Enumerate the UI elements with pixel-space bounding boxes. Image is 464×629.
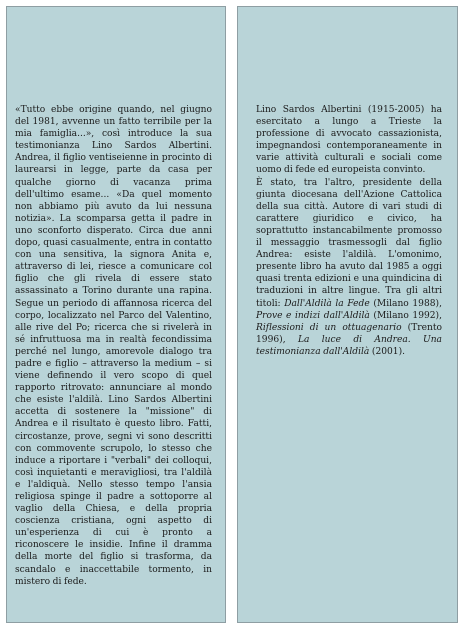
author-bio-paragraph-1: Lino Sardos Albertini (1915-2005) ha esercitato a lungo a Trieste la professione di avvocato cassazionista, impegnandosi contemporaneamente in varie attività culturali e sociali come uomo di fede ed europeista convinto. xyxy=(256,105,442,176)
synopsis-paragraph: «Tutto ebbe origine quando, nel giugno del 1981, avvenne un fatto terribile per la mia famiglia...», così introduce la sua testimonianza Lino Sardos Albertini. Andrea, il figlio ventiseienne in procinto di laurearsi in legge, parte da casa per qualche giorno di vacanza prima dell'ultimo esame... «Da quel momento non abbiamo più avuto da lui nessuna notizia». La scomparsa getta il padre in uno sconforto disperato. Circa due anni dopo, quasi casualmente, entra in contatto con una sensitiva, la signora Anita e, attraverso di lei, riesce a comunicare col figlio che gli rivela di essere stato assassinato a Torino durante una rapina. Segue un periodo di affannosa ricerca del corpo, localizzato nel Parco del Valentino, alle rive del Po; ricerca che si rivelerà in sé infruttuosa ma in realtà fecondissima perché nel lungo, amorevole dialogo tra padre e figlio – attraverso la medium – si viene definendo il vero scopo di quel rapporto ritrovato: annunciare al mondo che esiste l'aldilà. Lino Sardos Albertini accetta di sostenere la "missione" di Andrea e il risultato è questo libro. Fatti, circostanze, prove, segni vi sono descritti con commovente scrupolo, lo stesso che induce a riportare i "verbali" dei colloqui, così inquietanti e meravigliosi, tra l'aldilà e l'aldiquà. Nello stesso tempo l'ansia religiosa spinge il padre a sottoporre al vaglio della Chiesa, e della propria coscienza cristiana, ogni aspetto di un'esperienza di cui è pronto a riconoscere le insidie. Infine il dramma della morte del figlio si trasforma, da scandalo e inaccettabile tormento, in mistero di fede. xyxy=(15,105,212,587)
work-title: Prove e indizi dall'Aldilà xyxy=(256,310,370,321)
work-title: La luce di Andrea. Una testimonianza dall'Aldilà xyxy=(256,334,442,357)
author-bio-intro: È stato, tra l'altro, presidente della giunta diocesana dell'Azione Cattolica della sua città. Autore di vari studi di carattere giuridico e civico, ha soprattutto instancabilmente promosso il messaggio trasmessogli dal figlio Andrea: esiste l'aldilà. L'omonimo, presente libro ha avuto dal 1985 a oggi quasi trenta edizioni e una quindicina di traduzioni in altre lingue. Tra gli altri titoli: xyxy=(256,177,442,309)
author-bio-text xyxy=(256,104,442,358)
work-detail: (Trento 1996), xyxy=(256,322,442,345)
back-cover-left-panel xyxy=(6,6,226,623)
work-detail: (Milano 1992), xyxy=(369,310,442,321)
author-bio-paragraph-2 xyxy=(256,177,442,358)
work-title: Riflessioni di un ottuagenario xyxy=(256,322,402,333)
synopsis-text xyxy=(15,104,212,588)
back-cover-right-panel xyxy=(237,6,458,623)
work-title: Dall'Aldilà la Fede xyxy=(284,298,370,309)
work-detail: (Milano 1988), xyxy=(369,298,442,309)
work-detail: (2001). xyxy=(369,346,406,357)
